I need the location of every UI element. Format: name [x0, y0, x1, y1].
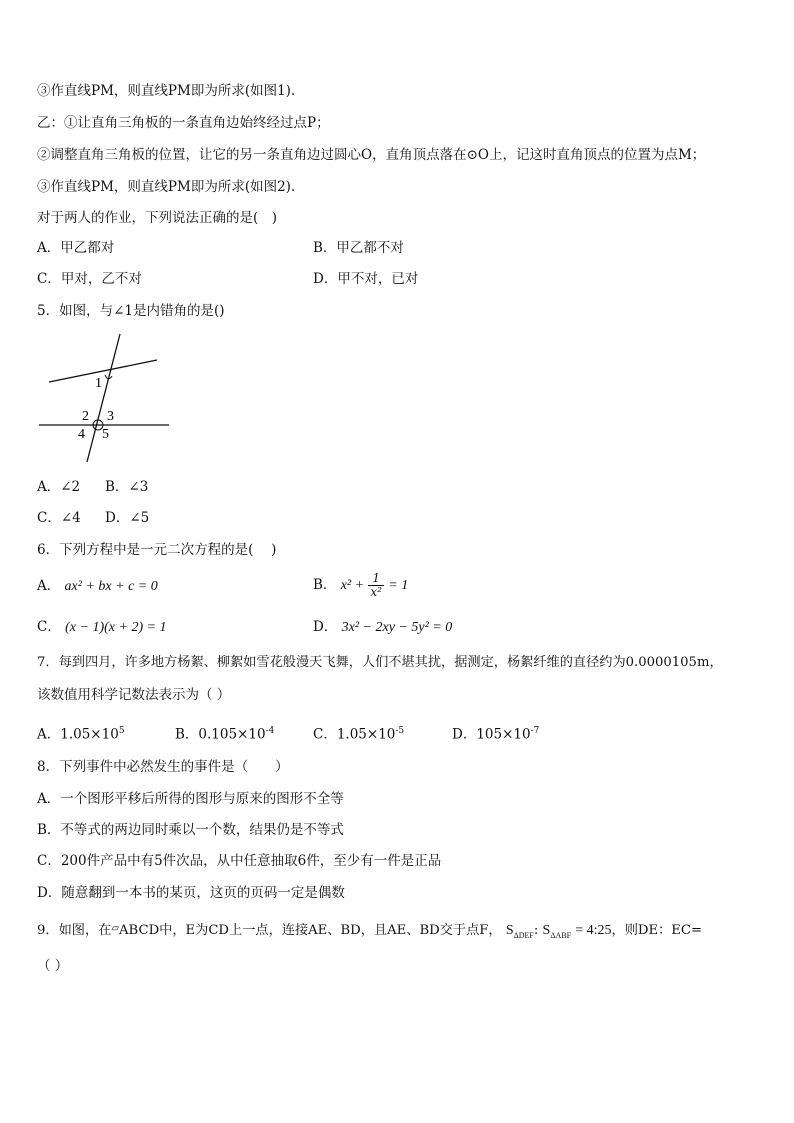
q7-stem-line-1: 7．每到四月，许多地方杨絮、柳絮如雪花般漫天飞舞，人们不堪其扰，据测定，杨絮纤维的直径约为0.0000105m，: [37, 655, 723, 670]
q6-option-c[interactable]: [37, 618, 167, 637]
q7-option-b-exponent: -4: [265, 726, 275, 736]
intro-line-3: ②调整直角三角板的位置，让它的另一条直角边过圆心O，直角顶点落在⊙O上，记这时直角顶点的位置为点M；: [37, 147, 706, 163]
q7-option-d[interactable]: [452, 722, 539, 744]
q5-option-b[interactable]: B．∠3: [105, 479, 149, 495]
q9-stem-line-2: （ ）: [37, 958, 69, 974]
q7-option-d-exponent: -7: [530, 726, 540, 736]
q6-stem: 6．下列方程中是一元二次方程的是( ): [37, 542, 277, 558]
q6-option-d[interactable]: [313, 618, 452, 637]
intro-option-b[interactable]: B．甲乙都不对: [313, 240, 404, 256]
intro-option-d[interactable]: D．甲不对，已对: [313, 271, 419, 287]
q5-label-4: 4: [78, 427, 85, 442]
q6-option-c-label: C．: [37, 619, 61, 635]
q5-label-2: 2: [82, 409, 89, 424]
parallelogram-icon: ▱: [111, 923, 120, 934]
q5-figure: [35, 332, 175, 467]
q9-area-abf-symbol: S: [542, 923, 551, 938]
q9-area-ratio: = 4:25: [575, 923, 612, 938]
q6-option-b-equation-end: = 1: [388, 578, 409, 593]
q9-area-abf-subscript: ΔABF: [550, 930, 572, 940]
q8-option-d[interactable]: D．随意翻到一本书的某页，这页的页码一定是偶数: [37, 885, 345, 901]
intro-line-1: ③作直线PM，则直线PM即为所求(如图1).: [37, 83, 296, 99]
q8-option-b[interactable]: B．不等式的两边同时乘以一个数，结果仍是不等式: [37, 822, 344, 838]
q9-area-abf: [543, 923, 572, 938]
q7-option-a[interactable]: [37, 722, 125, 744]
q6-option-a[interactable]: [37, 577, 158, 596]
q9-area-separator: :: [533, 923, 539, 938]
q9-stem-middle: ABCD中，E为CD上一点，连接AE、BD，且AE、BD交于点F，: [119, 923, 502, 938]
q6-option-b-numerator: 1: [368, 572, 384, 586]
q9-area-def: [506, 923, 534, 938]
q6-option-c-equation: (x − 1)(x + 2) = 1: [65, 620, 167, 635]
q7-option-b[interactable]: [175, 722, 274, 744]
q5-option-a[interactable]: A．∠2: [37, 479, 81, 495]
q6-option-a-equation: ax² + bx + c = 0: [64, 579, 158, 594]
q8-stem: 8．下列事件中必然发生的事件是（ ）: [37, 759, 289, 775]
q9-area-def-symbol: S: [505, 923, 514, 938]
q7-stem-line-2: 该数值用科学记数法表示为（ ）: [37, 687, 231, 703]
q7-option-a-base: A．1.05×10: [37, 726, 119, 743]
intro-line-2: 乙：①让直角三角板的一条直角边始终经过点P；: [37, 115, 330, 131]
q6-option-b[interactable]: [313, 568, 408, 603]
intro-option-c[interactable]: C．甲对，乙不对: [37, 271, 142, 287]
q8-option-a[interactable]: A．一个图形平移后所得的图形与原来的图形不全等: [37, 791, 344, 807]
q7-option-c-exponent: -5: [395, 726, 405, 736]
q6-option-b-denominator: x²: [370, 585, 382, 599]
q5-label-3: 3: [107, 409, 114, 424]
q6-option-d-label: D．: [313, 619, 338, 635]
intro-line-4: ③作直线PM，则直线PM即为所求(如图2).: [37, 179, 296, 195]
q5-stem: 5．如图，与∠1是内错角的是(): [37, 303, 225, 319]
q6-option-b-label: B．: [313, 577, 337, 593]
q5-option-c[interactable]: C．∠4: [37, 510, 81, 526]
q5-upper-line: [49, 360, 157, 382]
q7-option-b-base: B．0.105×10: [175, 726, 266, 743]
q9-stem-start: 9．如图，在: [37, 923, 112, 938]
q7-option-c-base: C．1.05×10: [313, 726, 396, 743]
q9-stem-end: ，则DE：EC=: [611, 923, 703, 938]
q6-option-b-equation-start: x² +: [340, 578, 365, 593]
q8-option-c[interactable]: C．200件产品中有5件次品，从中任意抽取6件，至少有一件是正品: [37, 853, 442, 869]
q5-label-5: 5: [102, 427, 109, 442]
q7-option-c[interactable]: [313, 722, 404, 744]
q6-option-d-equation: 3x² − 2xy − 5y² = 0: [341, 620, 453, 635]
q5-option-d[interactable]: D．∠5: [105, 510, 150, 526]
intro-question: 对于两人的作业，下列说法正确的是( ): [37, 210, 278, 226]
q6-option-b-fraction: [368, 572, 384, 599]
q9-stem-line-1: [37, 920, 702, 945]
q5-transversal: [87, 334, 120, 462]
q6-option-a-label: A．: [37, 578, 61, 594]
intro-option-a[interactable]: A．甲乙都对: [37, 240, 115, 256]
q7-option-a-exponent: 5: [118, 726, 125, 736]
q9-area-def-subscript: ΔDEF: [513, 930, 534, 940]
q5-label-1: 1: [95, 376, 102, 391]
q7-option-d-base: D．105×10: [452, 726, 531, 743]
